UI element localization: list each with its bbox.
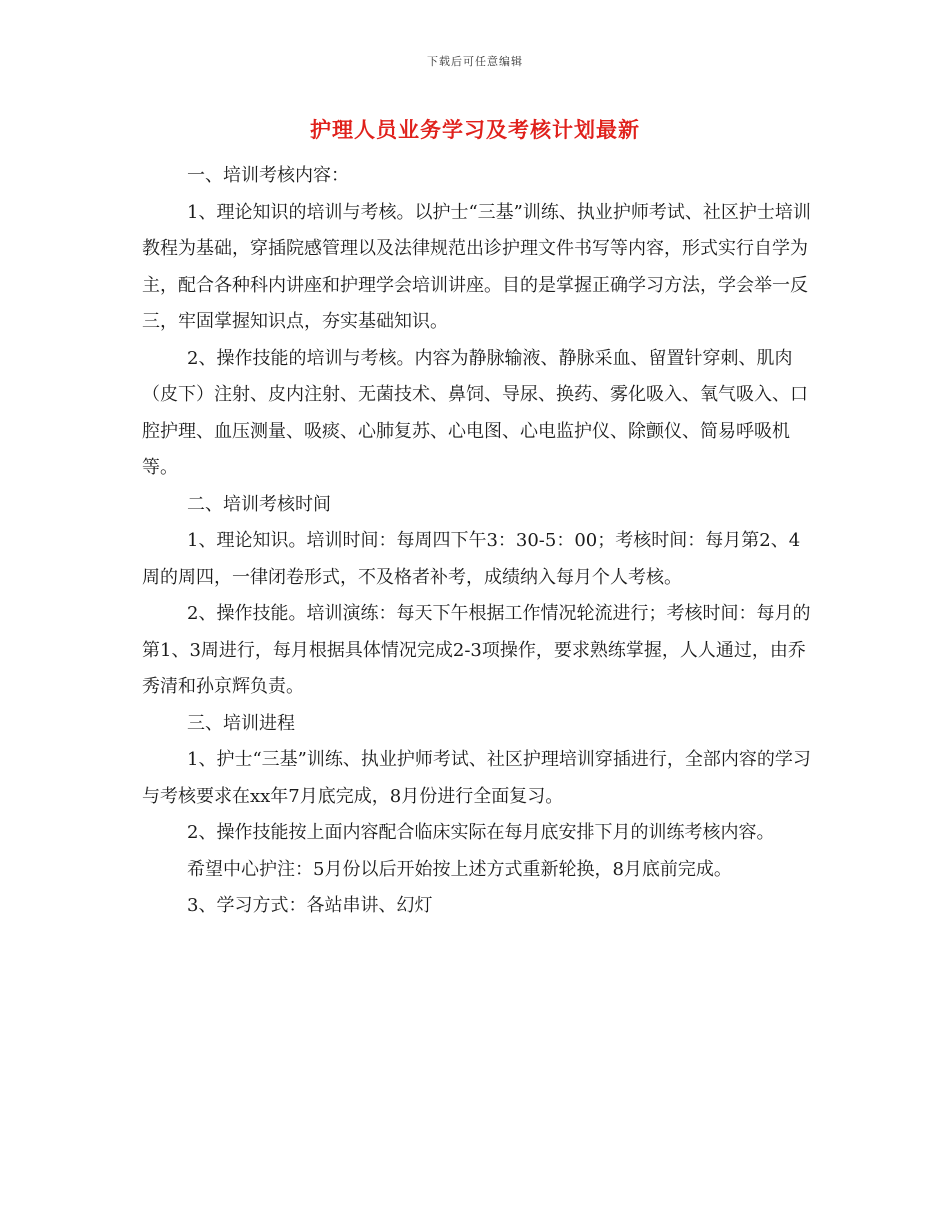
paragraph-progress-1: 1、护士“三基”训练、执业护师考试、社区护理培训穿插进行，全部内容的学习与考核要求在xx年7月底完成，8月份进行全面复习。 xyxy=(142,749,811,807)
paragraph-skills-training: 2、操作技能的培训与考核。内容为静脉输液、静脉采血、留置针穿刺、肌肉（皮下）注射、皮内注射、无菌技术、鼻饲、导尿、换药、雾化吸入、氧气吸入、口腔护理、血压测量、吸痰、心肺复苏、心电图、心电监护仪、除颤仪、简易呼吸机等。 xyxy=(142,347,808,478)
paragraph-skills-time: 2、操作技能。培训演练：每天下午根据工作情况轮流进行；考核时间：每月的第1、3周进行，每月根据具体情况完成2-3项操作，要求熟练掌握，人人通过，由乔秀清和孙京辉负责。 xyxy=(142,603,811,697)
paragraph-theory-time: 1、理论知识。培训时间：每周四下午3：30-5：00；考核时间：每月第2、4周的周四，一律闭卷形式，不及格者补考，成绩纳入每月个人考核。 xyxy=(142,530,801,588)
document-body xyxy=(142,158,812,925)
paragraph-progress-2: 2、操作技能按上面内容配合临床实际在每月底安排下月的训练考核内容。 xyxy=(187,822,775,843)
paragraph-note: 希望中心护注：5月份以后开始按上述方式重新轮换，8月底前完成。 xyxy=(187,858,732,880)
paragraph-theory-training: 1、理论知识的培训与考核。以护士“三基”训练、执业护师考试、社区护士培训教程为基础，穿插院感管理以及法律规范出诊护理文件书写等内容，形式实行自学为主，配合各种科内讲座和护理学会培训讲座。目的是掌握正确学习方法，学会举一反三，牢固掌握知识点，夯实基础知识。 xyxy=(142,201,811,332)
section-heading-content: 一、培训考核内容： xyxy=(187,165,349,186)
section-heading-progress: 三、培训进程 xyxy=(187,712,295,734)
paragraph-study-method: 3、学习方式：各站串讲、幻灯 xyxy=(187,895,433,916)
document-title: 护理人员业务学习及考核计划最新 xyxy=(310,117,640,142)
header-note: 下载后可任意编辑 xyxy=(427,55,523,68)
section-heading-time: 二、培训考核时间 xyxy=(187,493,331,515)
